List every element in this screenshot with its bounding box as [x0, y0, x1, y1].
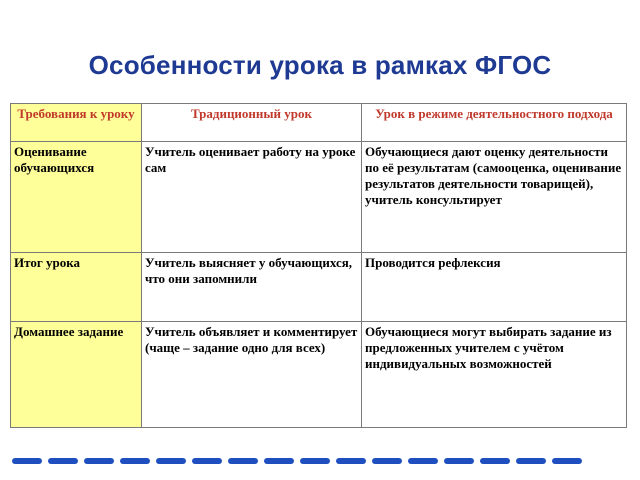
header-traditional: Традиционный урок [142, 104, 362, 142]
dash-segment [48, 458, 78, 464]
table-header-row [11, 104, 627, 142]
row-traditional: Учитель выясняет у обучающихся, что они запомнили [142, 253, 362, 321]
dash-segment [84, 458, 114, 464]
dash-segment [408, 458, 438, 464]
row-traditional: Учитель оценивает работу на уроке сам [142, 142, 362, 253]
dash-segment [444, 458, 474, 464]
dash-segment [228, 458, 258, 464]
table-row [11, 321, 627, 427]
table-row [11, 142, 627, 253]
dash-segment [264, 458, 294, 464]
dash-segment [120, 458, 150, 464]
decorative-dash-bar [12, 458, 582, 464]
row-activity: Проводится рефлексия [362, 253, 627, 321]
header-activity: Урок в режиме деятельностного подхода [362, 104, 627, 142]
row-requirement: Итог урока [11, 253, 142, 321]
row-requirement: Домашнее задание [11, 321, 142, 427]
slide-title: Особенности урока в рамках ФГОС [88, 50, 552, 80]
dash-segment [552, 458, 582, 464]
row-traditional: Учитель объявляет и комментирует (чаще – задание одно для всех) [142, 321, 362, 427]
dash-segment [372, 458, 402, 464]
row-requirement: Оценивание обучающихся [11, 142, 142, 253]
row-activity: Обучающиеся могут выбирать задание из предложенных учителем с учётом индивидуальных возможностей [362, 321, 627, 427]
dash-segment [516, 458, 546, 464]
dash-segment [192, 458, 222, 464]
dash-segment [156, 458, 186, 464]
header-requirements: Требования к уроку [11, 104, 142, 142]
dash-segment [480, 458, 510, 464]
row-activity: Обучающиеся дают оценку деятельности по её результатам (самооценка, оценивание результатов деятельности товарищей), учитель консультирует [362, 142, 627, 253]
dash-segment [336, 458, 366, 464]
table-row [11, 253, 627, 321]
dash-segment [300, 458, 330, 464]
comparison-table [10, 103, 627, 428]
dash-segment [12, 458, 42, 464]
